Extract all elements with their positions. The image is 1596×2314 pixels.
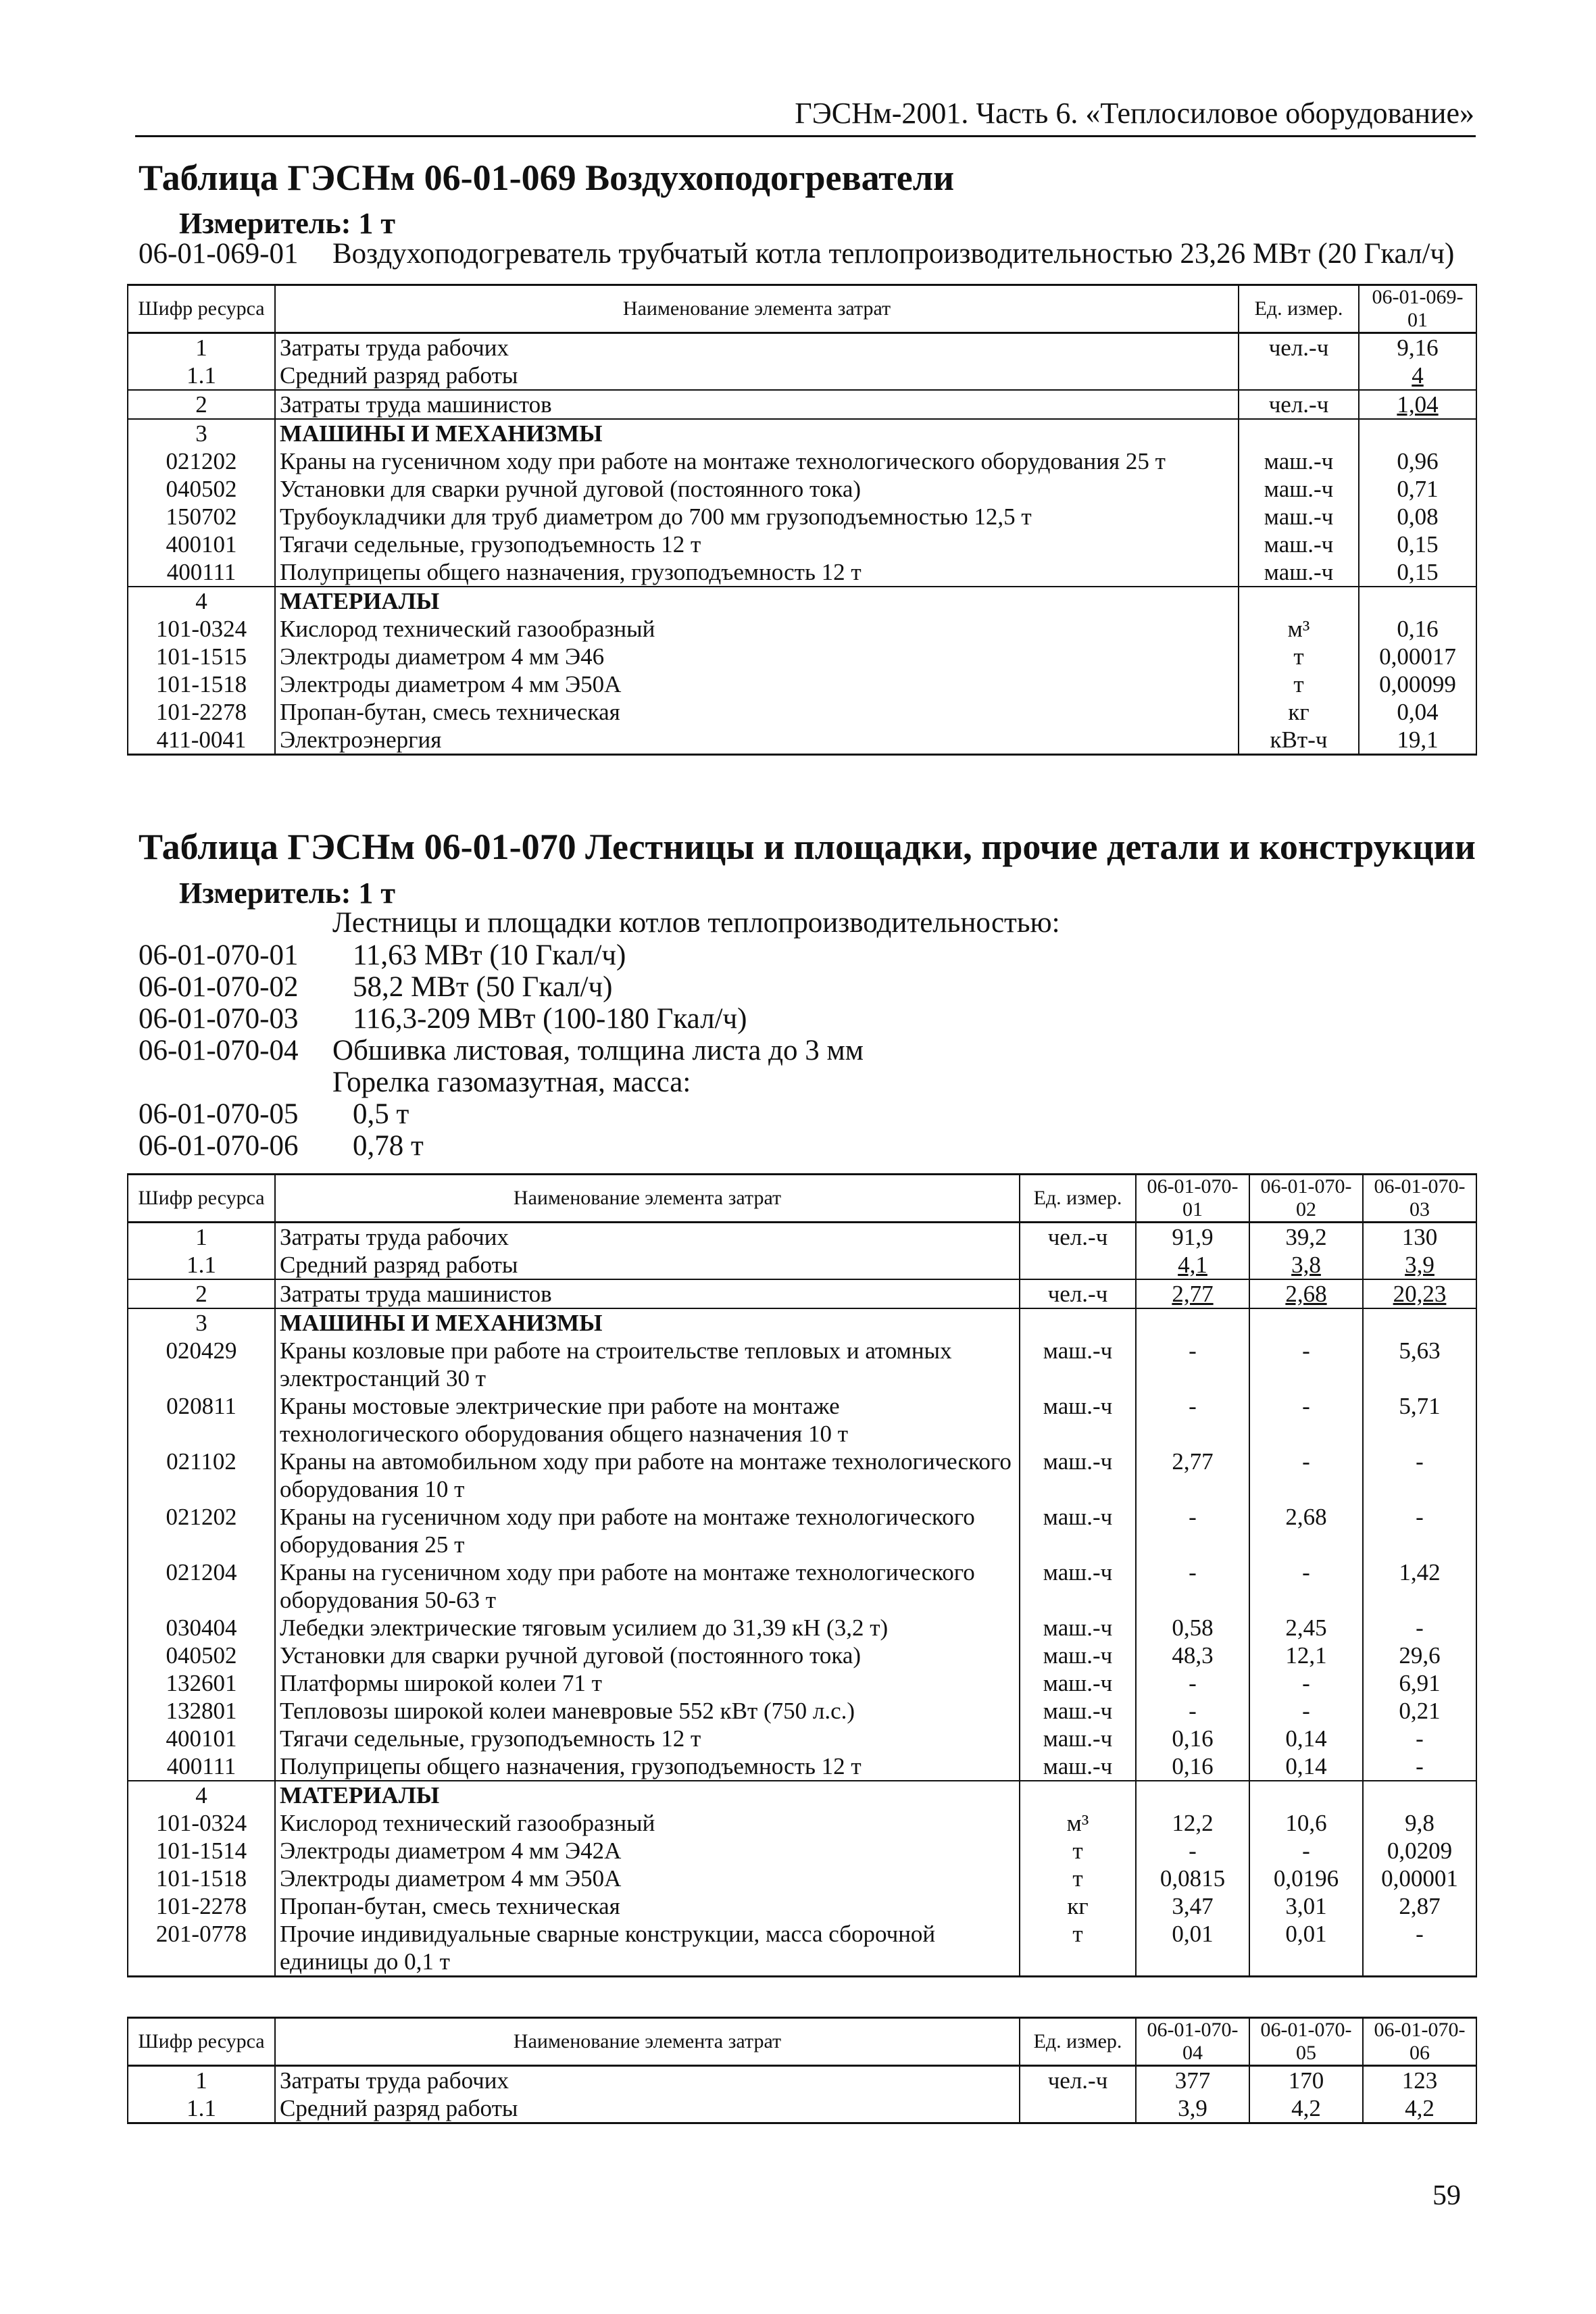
norm-value: 377: [1136, 2066, 1249, 2095]
cost-element-name: Лебедки электрические тяговым усилием до 31,39 кН (3,2 т): [275, 1614, 1020, 1642]
norm-value: 123: [1363, 2066, 1476, 2095]
header-unit: Ед. измер.: [1239, 285, 1359, 333]
resource-code: 411-0041: [128, 726, 275, 755]
table2-intro: Лестницы и площадки котлов теплопроизводительностью:: [332, 907, 1060, 939]
unit: маш.-ч: [1239, 475, 1359, 503]
section-row: [128, 419, 1476, 447]
norm-value: 19,1: [1359, 726, 1476, 755]
unit: [1020, 1308, 1136, 1337]
table-row: [128, 558, 1476, 587]
cost-element-name: Средний разряд работы: [275, 362, 1239, 390]
norm-value: 0,16: [1359, 615, 1476, 643]
table2-item-code: 06-01-070-02: [139, 971, 299, 1003]
norm-value: 5,71: [1363, 1392, 1476, 1448]
table2-item-desc: 0,5 т: [353, 1098, 409, 1130]
cost-element-name: Электроэнергия: [275, 726, 1239, 755]
table1-item-desc: Воздухоподогреватель трубчатый котла теплопроизводительностью 23,26 МВт (20 Гкал/ч): [332, 238, 1455, 270]
cost-element-name: Тягачи седельные, грузоподъемность 12 т: [275, 1725, 1020, 1752]
norm-value: 0,14: [1249, 1752, 1363, 1781]
norm-value: -: [1249, 1337, 1363, 1392]
norm-value: 3,8: [1249, 1251, 1363, 1279]
norm-value: -: [1249, 1448, 1363, 1503]
unit: т: [1020, 1865, 1136, 1892]
norm-value: 4,2: [1249, 2094, 1363, 2123]
unit: кг: [1239, 698, 1359, 726]
norm-value: 12,1: [1249, 1642, 1363, 1669]
unit: [1239, 419, 1359, 447]
unit: маш.-ч: [1020, 1337, 1136, 1392]
norm-value: -: [1136, 1337, 1249, 1392]
unit: маш.-ч: [1020, 1725, 1136, 1752]
resource-code: 400101: [128, 531, 275, 558]
resource-code: 400111: [128, 1752, 275, 1781]
cost-element-name: Краны козловые при работе на строительстве тепловых и атомных электростанций 30 т: [275, 1337, 1020, 1392]
norm-value: 5,63: [1363, 1337, 1476, 1392]
norm-value: 0,00001: [1363, 1865, 1476, 1892]
unit: [1020, 2094, 1136, 2123]
norm-value: -: [1136, 1669, 1249, 1697]
resource-code: 040502: [128, 1642, 275, 1669]
table-row: [128, 643, 1476, 670]
cost-element-name: Средний разряд работы: [275, 1251, 1020, 1279]
cost-element-name: Затраты труда машинистов: [275, 390, 1239, 419]
cost-element-name: Тепловозы широкой колеи маневровые 552 кВт (750 л.с.): [275, 1697, 1020, 1725]
table-row: [128, 1920, 1476, 1977]
unit: т: [1239, 670, 1359, 698]
norm-value: 48,3: [1136, 1642, 1249, 1669]
resource-code: 101-1518: [128, 670, 275, 698]
table-row: [128, 475, 1476, 503]
norm-value: [1249, 1308, 1363, 1337]
table2-item-desc: 11,63 МВт (10 Гкал/ч): [353, 939, 626, 971]
cost-element-name: МАШИНЫ И МЕХАНИЗМЫ: [275, 1308, 1020, 1337]
norm-value: 0,15: [1359, 558, 1476, 587]
cost-element-name: Электроды диаметром 4 мм Э42А: [275, 1837, 1020, 1865]
header-col: 06-01-069-01: [1359, 285, 1476, 333]
running-header: ГЭСНм-2001. Часть 6. «Теплосиловое оборудование»: [795, 97, 1474, 130]
resource-code: 1.1: [128, 362, 275, 390]
resource-code: 1.1: [128, 1251, 275, 1279]
norm-value: 2,68: [1249, 1503, 1363, 1558]
norm-value: 0,08: [1359, 503, 1476, 531]
cost-element-name: Краны на гусеничном ходу при работе на монтаже технологического оборудования 25 т: [275, 447, 1239, 475]
norm-value: -: [1249, 1837, 1363, 1865]
norm-value: [1249, 1781, 1363, 1809]
cost-element-name: Пропан-бутан, смесь техническая: [275, 1892, 1020, 1920]
table-row: [128, 1642, 1476, 1669]
unit: маш.-ч: [1239, 558, 1359, 587]
unit: м³: [1020, 1809, 1136, 1837]
table-row: [128, 1669, 1476, 1697]
unit: маш.-ч: [1020, 1392, 1136, 1448]
norm-value: 0,16: [1136, 1752, 1249, 1781]
table-row: [128, 726, 1476, 755]
unit: маш.-ч: [1239, 447, 1359, 475]
norm-value: 0,21: [1363, 1697, 1476, 1725]
cost-element-name: Платформы широкой колеи 71 т: [275, 1669, 1020, 1697]
cost-element-name: Электроды диаметром 4 мм Э50А: [275, 1865, 1020, 1892]
table-row: [128, 503, 1476, 531]
table-row: [128, 447, 1476, 475]
unit: чел.-ч: [1020, 1279, 1136, 1308]
norm-value: 3,9: [1136, 2094, 1249, 2123]
table-row: [128, 698, 1476, 726]
norm-value: 0,71: [1359, 475, 1476, 503]
cost-element-name: Тягачи седельные, грузоподъемность 12 т: [275, 531, 1239, 558]
table1-header-row: [128, 285, 1476, 333]
cost-element-name: Краны мостовые электрические при работе на монтаже технологического оборудования общего назначения 10 т: [275, 1392, 1020, 1448]
resource-code: 101-0324: [128, 1809, 275, 1837]
resource-code: 4: [128, 1781, 275, 1809]
norm-value: 12,2: [1136, 1809, 1249, 1837]
header-col: 06-01-070-06: [1363, 2018, 1476, 2066]
norm-value: 39,2: [1249, 1223, 1363, 1252]
table2-item-code: 06-01-070-03: [139, 1003, 299, 1035]
header-col: 06-01-070-01: [1136, 1175, 1249, 1223]
header-rule: [135, 135, 1476, 137]
cost-element-name: Электроды диаметром 4 мм Э46: [275, 643, 1239, 670]
norm-value: [1363, 1781, 1476, 1809]
table-row: [128, 1892, 1476, 1920]
cost-element-name: МАШИНЫ И МЕХАНИЗМЫ: [275, 419, 1239, 447]
cost-element-name: МАТЕРИАЛЫ: [275, 587, 1239, 615]
resource-code: 101-1514: [128, 1837, 275, 1865]
header-code: Шифр ресурса: [128, 285, 275, 333]
norm-value: -: [1136, 1558, 1249, 1614]
norm-value: 2,77: [1136, 1279, 1249, 1308]
norm-value: 130: [1363, 1223, 1476, 1252]
unit: маш.-ч: [1020, 1752, 1136, 1781]
norm-value: 9,16: [1359, 333, 1476, 362]
resource-code: 2: [128, 1279, 275, 1308]
table-row: [128, 1337, 1476, 1392]
norm-value: 3,47: [1136, 1892, 1249, 1920]
norm-value: -: [1249, 1669, 1363, 1697]
norm-value: -: [1363, 1448, 1476, 1503]
header-name: Наименование элемента затрат: [275, 2018, 1020, 2066]
norm-value: 4: [1359, 362, 1476, 390]
norm-value: 0,96: [1359, 447, 1476, 475]
norm-value: -: [1136, 1503, 1249, 1558]
cost-element-name: Затраты труда рабочих: [275, 1223, 1020, 1252]
section-row: [128, 1308, 1476, 1337]
table3: [127, 2017, 1477, 2124]
table2-item-desc: 116,3-209 МВт (100-180 Гкал/ч): [353, 1003, 747, 1035]
resource-code: 040502: [128, 475, 275, 503]
table-row: [128, 1279, 1476, 1308]
norm-value: -: [1363, 1503, 1476, 1558]
resource-code: 132601: [128, 1669, 275, 1697]
unit: кг: [1020, 1892, 1136, 1920]
table-row: [128, 1223, 1476, 1252]
table2-item-code: 06-01-070-06: [139, 1130, 299, 1162]
norm-value: -: [1249, 1392, 1363, 1448]
norm-value: [1136, 1781, 1249, 1809]
norm-value: -: [1363, 1725, 1476, 1752]
unit: [1239, 362, 1359, 390]
resource-code: 101-2278: [128, 698, 275, 726]
unit: т: [1020, 1837, 1136, 1865]
norm-value: -: [1363, 1614, 1476, 1642]
norm-value: -: [1363, 1920, 1476, 1977]
table-row: [128, 670, 1476, 698]
table-row: [128, 1752, 1476, 1781]
norm-value: -: [1363, 1752, 1476, 1781]
cost-element-name: Прочие индивидуальные сварные конструкции, масса сборочной единицы до 0,1 т: [275, 1920, 1020, 1977]
unit: м³: [1239, 615, 1359, 643]
resource-code: 132801: [128, 1697, 275, 1725]
unit: маш.-ч: [1239, 503, 1359, 531]
norm-value: 170: [1249, 2066, 1363, 2095]
resource-code: 101-1515: [128, 643, 275, 670]
table-row: [128, 531, 1476, 558]
norm-value: 0,01: [1136, 1920, 1249, 1977]
table-row: [128, 1865, 1476, 1892]
unit: маш.-ч: [1239, 531, 1359, 558]
table-row: [128, 1251, 1476, 1279]
table-row: [128, 1697, 1476, 1725]
header-name: Наименование элемента затрат: [275, 1175, 1020, 1223]
norm-value: -: [1136, 1697, 1249, 1725]
norm-value: [1363, 1308, 1476, 1337]
norm-value: [1359, 419, 1476, 447]
unit: чел.-ч: [1020, 1223, 1136, 1252]
norm-value: -: [1249, 1697, 1363, 1725]
table-row: [128, 1809, 1476, 1837]
table-row: [128, 1837, 1476, 1865]
table2-item-desc: Обшивка листовая, толщина листа до 3 мм: [332, 1035, 864, 1066]
norm-value: 0,0209: [1363, 1837, 1476, 1865]
norm-value: 0,15: [1359, 531, 1476, 558]
norm-value: 0,16: [1136, 1725, 1249, 1752]
table-row: [128, 1392, 1476, 1448]
norm-value: 0,14: [1249, 1725, 1363, 1752]
unit: маш.-ч: [1020, 1558, 1136, 1614]
table-row: [128, 2066, 1476, 2095]
unit: маш.-ч: [1020, 1614, 1136, 1642]
table1-meter: Измеритель: 1 т: [179, 207, 395, 240]
cost-element-name: Полуприцепы общего назначения, грузоподъемность 12 т: [275, 1752, 1020, 1781]
resource-code: 030404: [128, 1614, 275, 1642]
norm-value: 6,91: [1363, 1669, 1476, 1697]
section-row: [128, 1781, 1476, 1809]
resource-code: 1: [128, 333, 275, 362]
resource-code: 150702: [128, 503, 275, 531]
norm-value: 1,04: [1359, 390, 1476, 419]
norm-value: 0,00099: [1359, 670, 1476, 698]
table1-title: Таблица ГЭСНм 06-01-069 Воздухоподогреватели: [139, 157, 955, 198]
unit: маш.-ч: [1020, 1642, 1136, 1669]
cost-element-name: Пропан-бутан, смесь техническая: [275, 698, 1239, 726]
table-row: [128, 1503, 1476, 1558]
table2: [127, 1173, 1477, 1977]
norm-value: [1359, 587, 1476, 615]
resource-code: 2: [128, 390, 275, 419]
table-row: [128, 333, 1476, 362]
cost-element-name: Трубоукладчики для труб диаметром до 700 мм грузоподъемностью 12,5 т: [275, 503, 1239, 531]
resource-code: 4: [128, 587, 275, 615]
norm-value: 2,68: [1249, 1279, 1363, 1308]
unit: чел.-ч: [1020, 2066, 1136, 2095]
table2-item-code: 06-01-070-04: [139, 1035, 299, 1066]
resource-code: 021204: [128, 1558, 275, 1614]
table2-item-desc: 58,2 МВт (50 Гкал/ч): [353, 971, 613, 1003]
table-row: [128, 1558, 1476, 1614]
unit: маш.-ч: [1020, 1697, 1136, 1725]
resource-code: 101-1518: [128, 1865, 275, 1892]
table-row: [128, 1725, 1476, 1752]
resource-code: 021202: [128, 447, 275, 475]
resource-code: 1: [128, 2066, 275, 2095]
norm-value: 10,6: [1249, 1809, 1363, 1837]
table2-item-code: 06-01-070-05: [139, 1098, 299, 1130]
norm-value: 1,42: [1363, 1558, 1476, 1614]
header-unit: Ед. измер.: [1020, 2018, 1136, 2066]
norm-value: 3,01: [1249, 1892, 1363, 1920]
cost-element-name: Краны на гусеничном ходу при работе на монтаже технологического оборудования 25 т: [275, 1503, 1020, 1558]
resource-code: 1: [128, 1223, 275, 1252]
table-row: [128, 1448, 1476, 1503]
cost-element-name: Кислород технический газообразный: [275, 615, 1239, 643]
norm-value: 0,0815: [1136, 1865, 1249, 1892]
resource-code: 101-2278: [128, 1892, 275, 1920]
unit: маш.-ч: [1020, 1448, 1136, 1503]
table2-intro2: Горелка газомазутная, масса:: [332, 1066, 691, 1098]
cost-element-name: Установки для сварки ручной дуговой (постоянного тока): [275, 1642, 1020, 1669]
cost-element-name: Полуприцепы общего назначения, грузоподъемность 12 т: [275, 558, 1239, 587]
norm-value: 4,1: [1136, 1251, 1249, 1279]
norm-value: 91,9: [1136, 1223, 1249, 1252]
norm-value: 2,45: [1249, 1614, 1363, 1642]
table2-title: Таблица ГЭСНм 06-01-070 Лестницы и площадки, прочие детали и конструкции: [139, 827, 1476, 867]
resource-code: 400111: [128, 558, 275, 587]
table1-item-code: 06-01-069-01: [139, 238, 299, 270]
unit: маш.-ч: [1020, 1669, 1136, 1697]
table3-header-row: [128, 2018, 1476, 2066]
table-row: [128, 2094, 1476, 2123]
table2-item-code: 06-01-070-01: [139, 939, 299, 971]
cost-element-name: Установки для сварки ручной дуговой (постоянного тока): [275, 475, 1239, 503]
norm-value: -: [1249, 1558, 1363, 1614]
resource-code: 020429: [128, 1337, 275, 1392]
cost-element-name: МАТЕРИАЛЫ: [275, 1781, 1020, 1809]
norm-value: -: [1136, 1837, 1249, 1865]
table-row: [128, 390, 1476, 419]
header-col: 06-01-070-05: [1249, 2018, 1363, 2066]
cost-element-name: Затраты труда машинистов: [275, 1279, 1020, 1308]
unit: [1020, 1251, 1136, 1279]
unit: чел.-ч: [1239, 333, 1359, 362]
norm-value: 3,9: [1363, 1251, 1476, 1279]
norm-value: 2,87: [1363, 1892, 1476, 1920]
unit: [1239, 587, 1359, 615]
header-unit: Ед. измер.: [1020, 1175, 1136, 1223]
table2-item-desc: 0,78 т: [353, 1130, 424, 1162]
norm-value: -: [1136, 1392, 1249, 1448]
norm-value: 0,58: [1136, 1614, 1249, 1642]
resource-code: 020811: [128, 1392, 275, 1448]
unit: кВт-ч: [1239, 726, 1359, 755]
header-code: Шифр ресурса: [128, 1175, 275, 1223]
resource-code: 400101: [128, 1725, 275, 1752]
norm-value: 0,0196: [1249, 1865, 1363, 1892]
page-number: 59: [1432, 2180, 1461, 2211]
norm-value: [1136, 1308, 1249, 1337]
resource-code: 101-0324: [128, 615, 275, 643]
norm-value: 0,04: [1359, 698, 1476, 726]
norm-value: 4,2: [1363, 2094, 1476, 2123]
cost-element-name: Затраты труда рабочих: [275, 2066, 1020, 2095]
table-row: [128, 1614, 1476, 1642]
header-code: Шифр ресурса: [128, 2018, 275, 2066]
unit: маш.-ч: [1020, 1503, 1136, 1558]
norm-value: 9,8: [1363, 1809, 1476, 1837]
table1: [127, 284, 1477, 756]
norm-value: 0,01: [1249, 1920, 1363, 1977]
resource-code: 3: [128, 419, 275, 447]
cost-element-name: Затраты труда рабочих: [275, 333, 1239, 362]
unit: т: [1020, 1920, 1136, 1977]
unit: т: [1239, 643, 1359, 670]
resource-code: 201-0778: [128, 1920, 275, 1977]
norm-value: 20,23: [1363, 1279, 1476, 1308]
cost-element-name: Краны на гусеничном ходу при работе на монтаже технологического оборудования 50-63 т: [275, 1558, 1020, 1614]
norm-value: 0,00017: [1359, 643, 1476, 670]
norm-value: 29,6: [1363, 1642, 1476, 1669]
header-name: Наименование элемента затрат: [275, 285, 1239, 333]
unit: [1020, 1781, 1136, 1809]
table-row: [128, 362, 1476, 390]
norm-value: 2,77: [1136, 1448, 1249, 1503]
resource-code: 1.1: [128, 2094, 275, 2123]
unit: чел.-ч: [1239, 390, 1359, 419]
cost-element-name: Электроды диаметром 4 мм Э50А: [275, 670, 1239, 698]
header-col: 06-01-070-02: [1249, 1175, 1363, 1223]
resource-code: 021202: [128, 1503, 275, 1558]
header-col: 06-01-070-03: [1363, 1175, 1476, 1223]
cost-element-name: Кислород технический газообразный: [275, 1809, 1020, 1837]
resource-code: 021102: [128, 1448, 275, 1503]
table-row: [128, 615, 1476, 643]
cost-element-name: Средний разряд работы: [275, 2094, 1020, 2123]
table2-meter: Измеритель: 1 т: [179, 877, 395, 910]
cost-element-name: Краны на автомобильном ходу при работе на монтаже технологического оборудования 10 т: [275, 1448, 1020, 1503]
header-col: 06-01-070-04: [1136, 2018, 1249, 2066]
section-row: [128, 587, 1476, 615]
resource-code: 3: [128, 1308, 275, 1337]
table2-header-row: [128, 1175, 1476, 1223]
